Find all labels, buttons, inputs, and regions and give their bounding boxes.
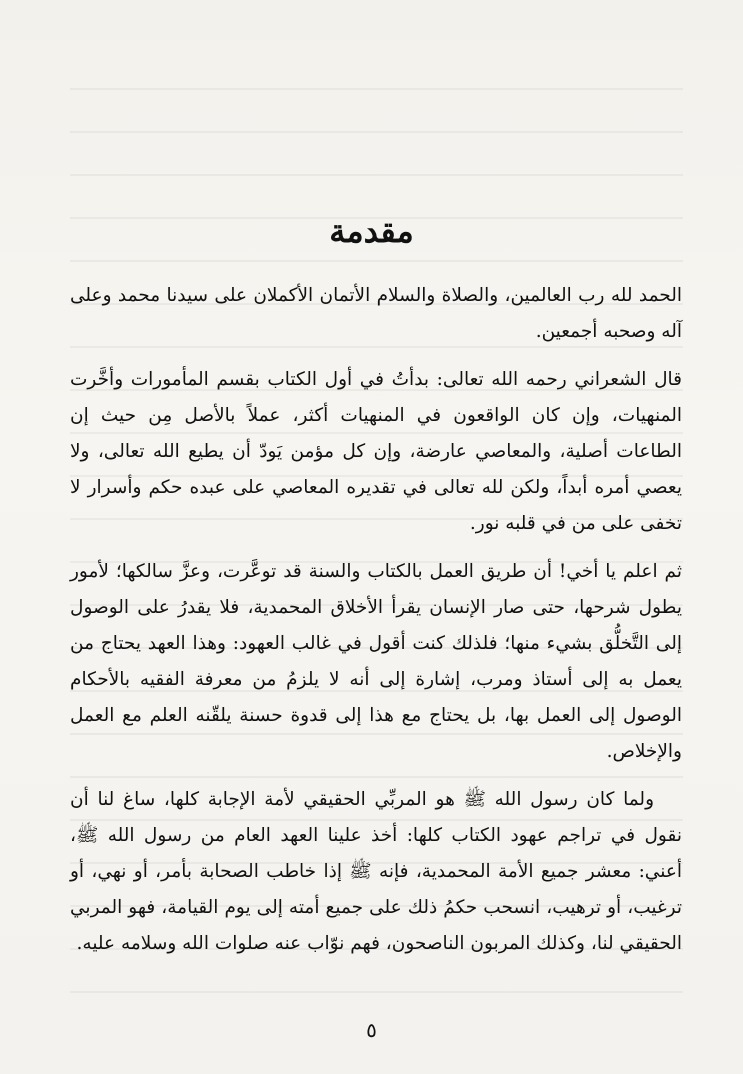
paragraph: ثم اعلم يا أخي! أن طريق العمل بالكتاب والسنة قد توعَّرت، وعزَّ سالكها؛ لأمور يطول شرحها، حتى صار الإنسان يقرأ الأخلاق المحمدية، فلا يقدرُ على الوصول إلى التَّخلُّق بشيء منها؛ فلذلك كنت أقول في غالب العهود: وهذا العهد يحتاج من يعمل به إلى أستاذ ومرب، إشارة إلى أنه لا يلزمُ من معرفة الفقيه بالأحكام الوصول إلى العمل بها، بل يحتاج مع هذا إلى قدوة حسنة يلقّنه العلم مع العمل والإخلاص. bbox=[70, 561, 682, 762]
paragraph: الحمد لله رب العالمين، والصلاة والسلام الأتمان الأكملان على سيدنا محمد وعلى آله وصحبه أجمعين. bbox=[70, 285, 682, 342]
page-number: ٥ bbox=[366, 1018, 377, 1042]
paragraph: ولما كان رسول الله ﷺ هو المربِّي الحقيقي لأمة الإجابة كلها، ساغ لنا أن نقول في تراجم عهود الكتاب كلها: أخذ علينا العهد العام من رسول الله ﷺ، أعني: معشر جميع الأمة المحمدية، فإنه ﷺ إذا خاطب الصحابة بأمر، أو نهي، أو ترغيب، أو ترهيب، انسحب حكمُ ذلك على جميع أمته إلى يوم القيامة، فهو المربي الحقيقي لنا، وكذلك المربون الناصحون، فهم نوّاب عنه صلوات الله وسلامه عليه. bbox=[70, 789, 682, 954]
page-title: مقدمة bbox=[329, 212, 414, 250]
paragraph: قال الشعراني رحمه الله تعالى: بدأتُ في أول الكتاب بقسم المأمورات وأخَّرت المنهيات، وإن كان الواقعون في المنهيات أكثر، عملاً بالأصل مِن حيث إن الطاعات أصلية، والمعاصي عارضة، وإن كل مؤمن يَودّ أن يطيع الله تعالى، ولا يعصي أمره أبداً، ولكن لله تعالى في تقديره المعاصي على عبده حكم وأسرار لا تخفى على من في قلبه نور. bbox=[70, 369, 682, 534]
body-text bbox=[70, 278, 682, 974]
